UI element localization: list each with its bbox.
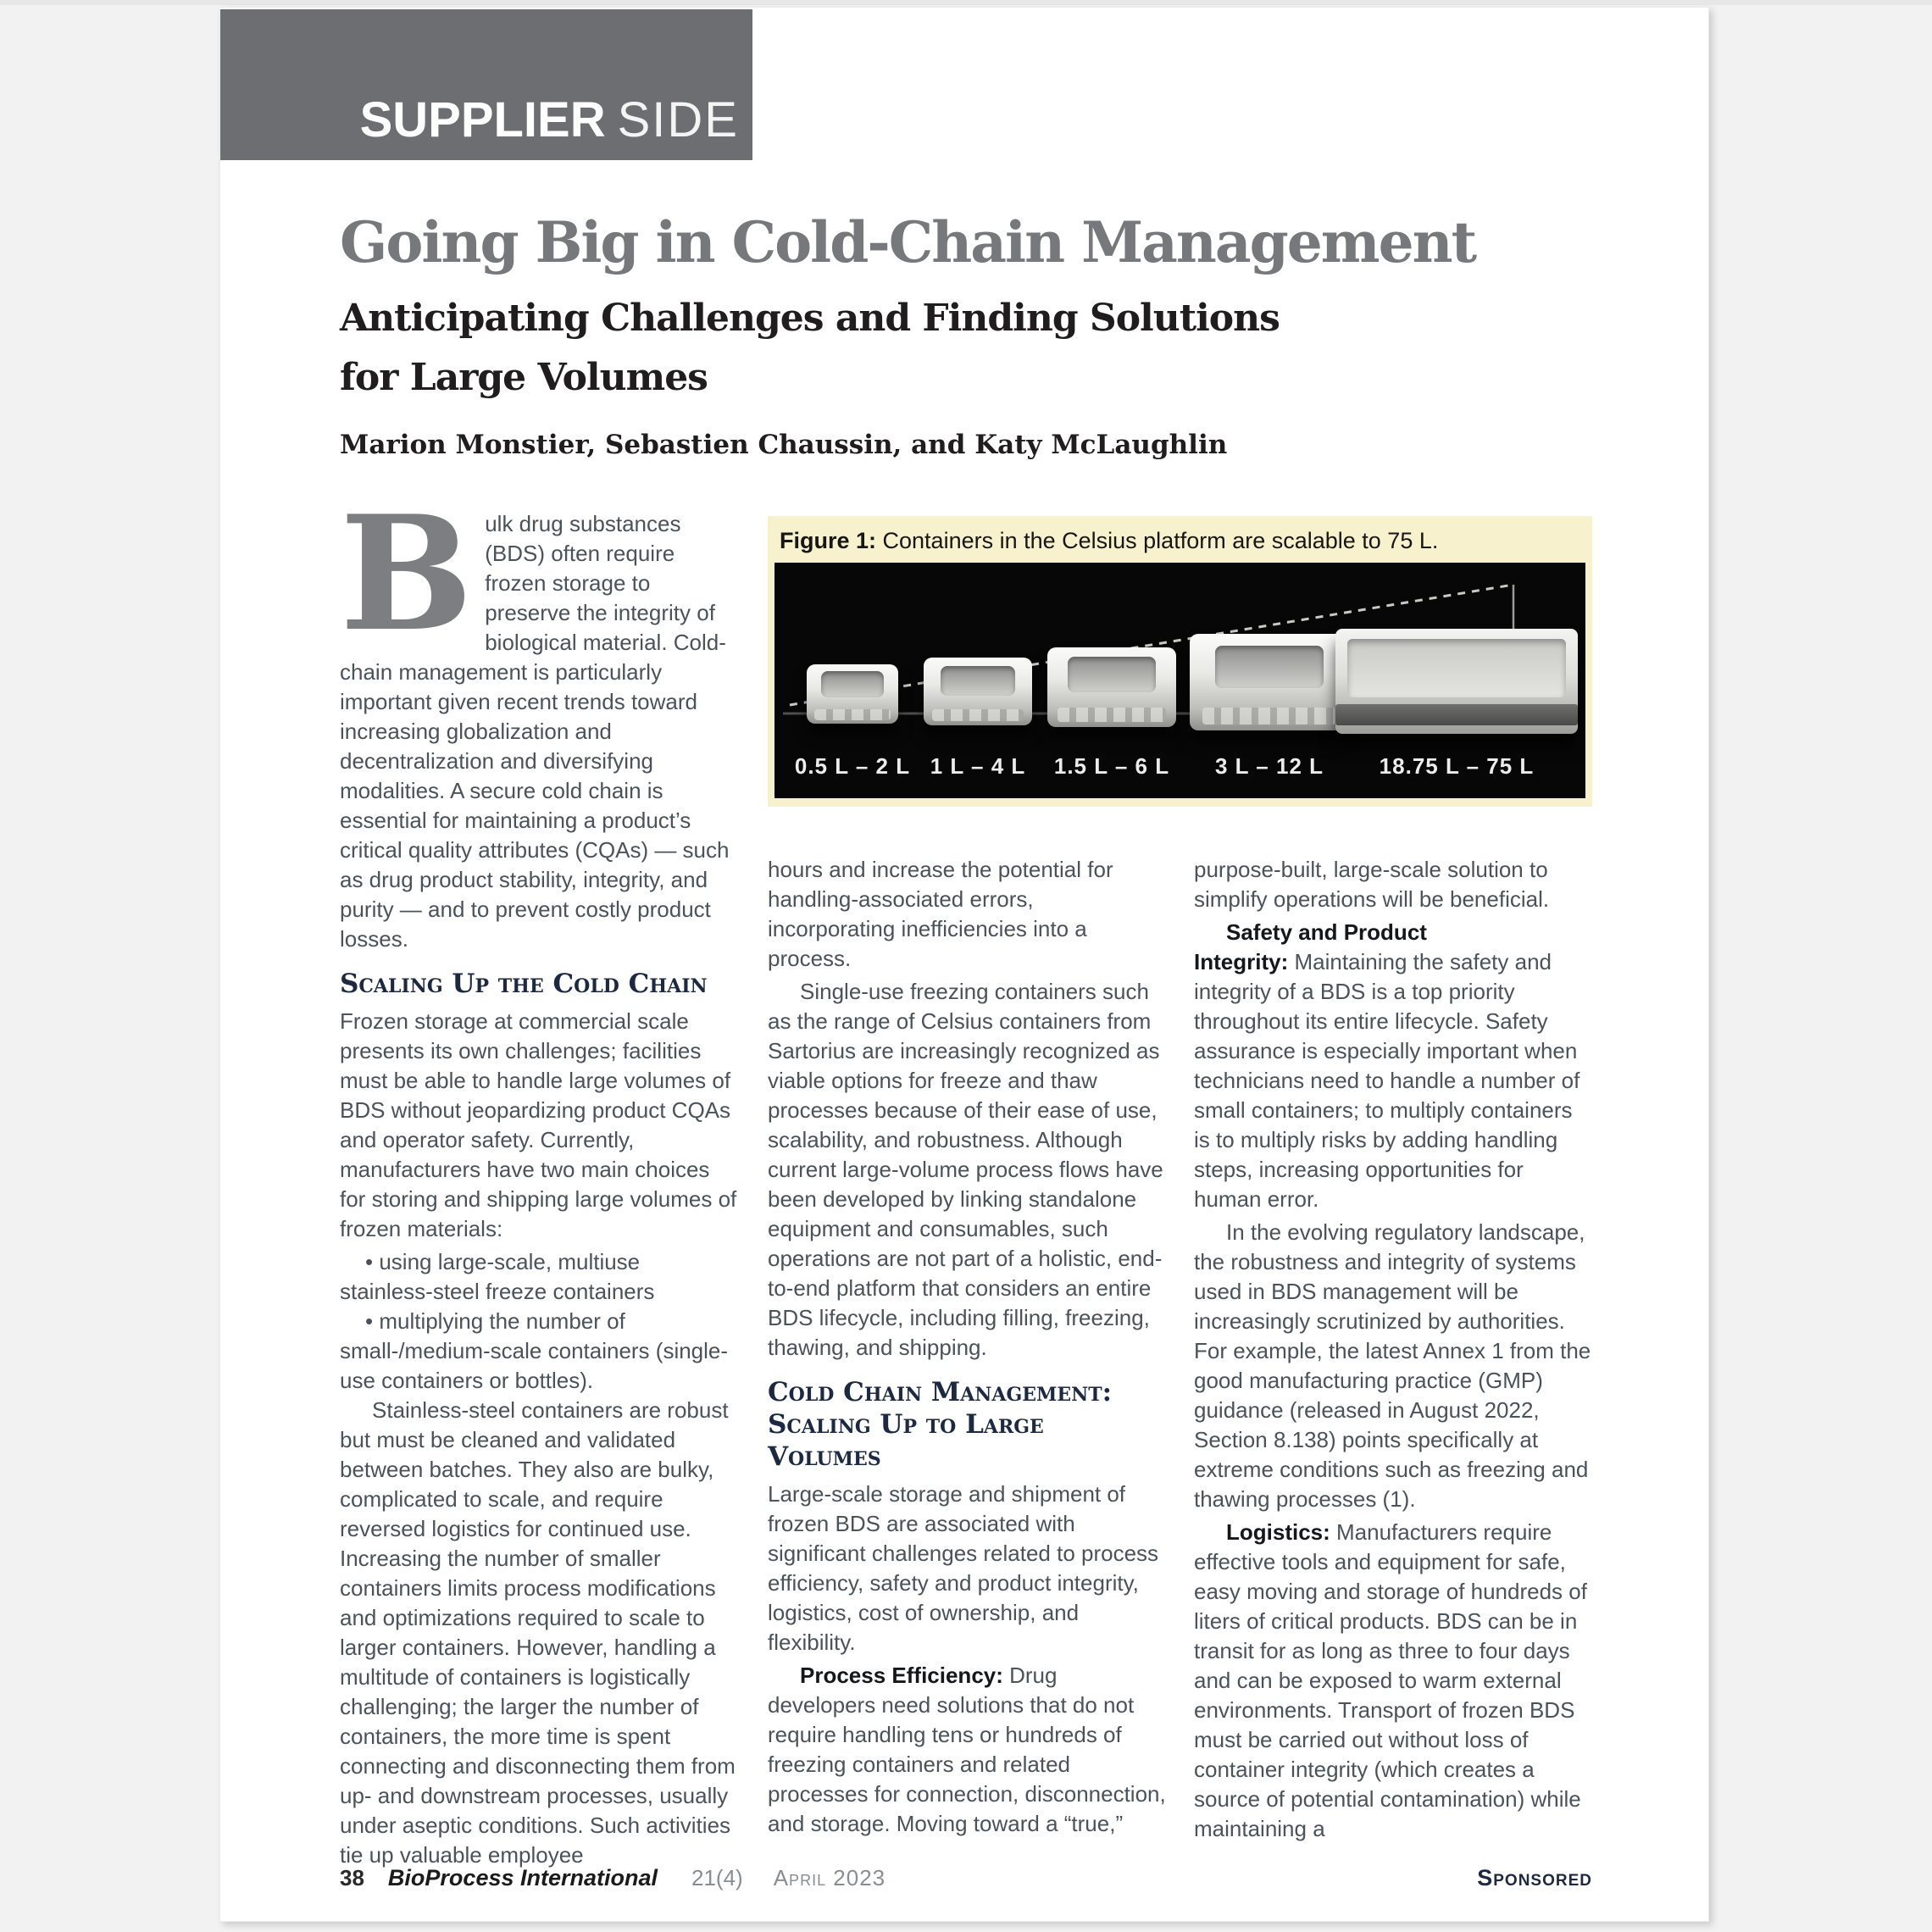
figure-label-5: 18.75 L – 75 L — [1379, 753, 1535, 779]
container-18.75L — [1335, 629, 1578, 734]
figure-photo — [774, 563, 1585, 798]
heading-scaling-up-the-cold-chain: Scaling Up the Cold Chain — [340, 969, 708, 999]
paragraph: purpose-built, large-scale solution to simplify operations will be beneficial. — [1194, 857, 1550, 912]
paragraph — [1194, 918, 1592, 1214]
paragraph: Frozen storage at commercial scale presents its own challenges; facilities must be able to handle large volumes of BDS without jeopardizing product CQAs and operator safety. Currently, manufacturers have two main choices for storing and shipping large volumes of frozen materials: — [340, 1008, 737, 1241]
banner-word-supplier: SUPPLIER — [359, 92, 606, 147]
figure-label-2: 1 L – 4 L — [930, 753, 1026, 779]
article-title: Going Big in Cold-Chain Management — [340, 209, 1476, 275]
figure-1 — [768, 516, 1592, 807]
container-0.5L — [807, 664, 898, 724]
article-page — [219, 7, 1709, 1922]
article-authors: Marion Monstier, Sebastien Chaussin, and Katy McLaughlin — [340, 430, 1228, 460]
opening-paragraph-text: ulk drug substances (BDS) often require frozen storage to preserve the integrity of biological material. Cold-chain management is particularly important given recent trends toward increasing globalization and decentralization and diversifying modalities. A secure cold chain is essential for maintaining a product’s critical quality attributes (CQAs) — such as drug product stability, integrity, and purity — and to prevent costly product losses. — [340, 511, 730, 952]
paragraph: Large-scale storage and shipment of frozen BDS are associated with significant challenges related to process efficiency, safety and product integrity, logistics, cost of ownership, and flexibility. — [768, 1481, 1159, 1655]
figure-caption-label: Figure 1: — [780, 528, 877, 553]
heading-cold-chain-management: Cold Chain Management: Scaling Up to Large Volumes — [768, 1377, 1113, 1472]
sponsored-tag: Sponsored — [1477, 1865, 1592, 1890]
figure-caption — [774, 521, 1585, 563]
paragraph: Stainless-steel containers are robust but must be cleaned and validated between batches. They also are bulky, complicated to scale, and require reversed logistics for continued use. Increasing the number of smaller containers limits process modifications and optimizations required to scale to larger containers. However, handling a multitude of containers is logistically challenging; the larger the number of containers, the more time is spent connecting and disconnecting them from up- and downstream processes, usually under aseptic conditions. Such activities tie up valuable employee — [340, 1397, 736, 1868]
paragraph — [1194, 1518, 1592, 1844]
subtitle-line-2: for Large Volumes — [340, 356, 708, 399]
subtitle-line-1: Anticipating Challenges and Finding Solutions — [340, 297, 1280, 340]
container-1L — [924, 658, 1032, 725]
figure-caption-text: Containers in the Celsius platform are scalable to 75 L. — [876, 528, 1439, 553]
journal-issue: 21(4) — [691, 1865, 743, 1890]
column-3 — [1194, 855, 1592, 1847]
paragraph: hours and increase the potential for handling-associated errors, incorporating inefficiencies into a process. — [768, 857, 1113, 971]
journal-name: BioProcess International — [387, 1865, 658, 1890]
page-number: 38 — [340, 1865, 364, 1890]
paragraph-text: Maintaining the safety and integrity of a BDS is a top priority throughout its entire lifecycle. Safety assurance is especially important when technicians need to handle a number of small containers; to multiply containers is to multiply risks by adding handling steps, increasing opportunities for human error. — [1194, 949, 1580, 1212]
paragraph-text: Manufacturers require effective tools and equipment for safe, easy moving and storage of hundreds of liters of critical products. BDS can be in transit for as long as three to four days and can be exposed to warm external environments. Transport of frozen BDS must be carried out without loss of container integrity (which creates a source of potential contamination) while maintaining a — [1194, 1519, 1587, 1841]
banner-word-side: SIDE — [617, 92, 739, 147]
column-1 — [340, 480, 738, 1874]
issue-date: April 2023 — [773, 1865, 886, 1890]
figure-label-3: 1.5 L – 6 L — [1053, 753, 1170, 779]
supplier-side-banner — [220, 9, 752, 160]
container-3L — [1190, 634, 1349, 730]
paragraph: In the evolving regulatory landscape, the robustness and integrity of systems used in BDS management will be increasingly scrutinized by authorities. For example, the latest Annex 1 from the good manufacturing practice (GMP) guidance (released in August 2022, Section 8.138) points specifically at extreme conditions such as freezing and thawing processes (1). — [1194, 1219, 1591, 1512]
bullet-item: • multiplying the number of small-/medium-scale containers (single-use containers or bottles). — [340, 1308, 729, 1393]
paragraph-lead-process-efficiency: Process Efficiency: — [800, 1663, 1003, 1688]
column-2 — [768, 855, 1166, 1842]
figure-label-1: 0.5 L – 2 L — [794, 753, 911, 779]
opening-paragraph — [340, 480, 738, 954]
bullet-item: • using large-scale, multiuse stainless-steel freeze containers — [340, 1249, 655, 1304]
paragraph-lead-safety-product-integrity: Safety and Product Integrity: — [1194, 919, 1427, 974]
page-footer — [340, 1865, 1592, 1891]
container-1.5L — [1047, 647, 1176, 727]
drop-cap: B — [340, 480, 474, 666]
figure-label-4: 3 L – 12 L — [1214, 753, 1324, 779]
paragraph: Single-use freezing containers such as the range of Celsius containers from Sartorius are increasingly recognized as viable options for freeze and thaw processes because of their ease of use, scalability, and robustness. Although current large-volume process flows have been developed by linking standalone equipment and consumables, such operations are not part of a holistic, end-to-end platform that considers an entire BDS lifecycle, including filling, freezing, thawing, and shipping. — [768, 979, 1163, 1360]
paragraph-text: Drug developers need solutions that do not require handling tens or hundreds of freezing containers and related processes for connection, disconnection, and storage. Moving toward a “true,” — [768, 1663, 1166, 1836]
paragraph — [768, 1661, 1166, 1839]
article-subtitle — [340, 289, 1357, 408]
paragraph-lead-logistics: Logistics: — [1226, 1519, 1330, 1545]
